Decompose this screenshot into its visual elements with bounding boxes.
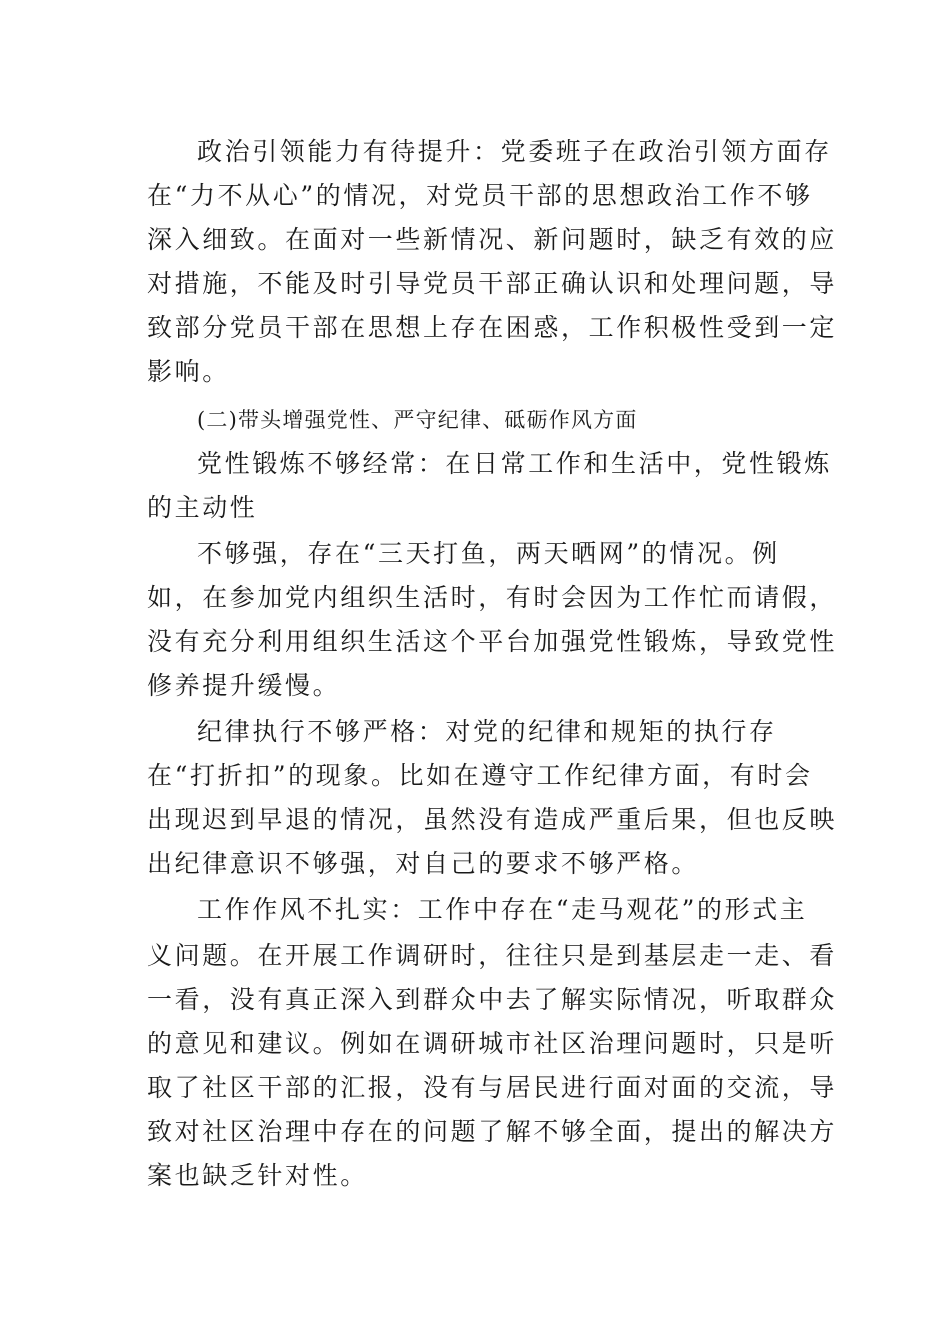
text-line: 修养提升缓慢。 [147,671,341,700]
text-line: 义问题。在开展工作调研时，往往只是到基层走一走、看 [147,941,838,970]
text-line: 的意见和建议。例如在调研城市社区治理问题时，只是听 [147,1029,838,1058]
text-line: 如，在参加党内组织生活时，有时会因为工作忙而请假， [147,583,838,612]
text-line: 不够强，存在“三天打鱼，两天晒网”的情况。例 [197,539,780,568]
text-line: 出纪律意识不够强，对自己的要求不够严格。 [147,849,700,878]
text-line: 纪律执行不够严格：对党的纪律和规矩的执行存 [197,717,777,746]
text-line: 在“打折扣”的现象。比如在遵守工作纪律方面，有时会 [147,761,813,790]
text-line: 工作作风不扎实：工作中存在“走马观花”的形式主 [197,895,808,924]
text-line: 党性锻炼不够经常：在日常工作和生活中，党性锻炼 [197,449,832,478]
text-line: 致部分党员干部在思想上存在困惑，工作积极性受到一定 [147,313,838,342]
text-line: 出现迟到早退的情况，虽然没有造成严重后果，但也反映 [147,805,838,834]
text-line: 在“力不从心”的情况，对党员干部的思想政治工作不够 [147,181,813,210]
text-line: 致对社区治理中存在的问题了解不够全面，提出的解决方 [147,1117,838,1146]
text-line: 没有充分利用组织生活这个平台加强党性锻炼，导致党性 [147,627,838,656]
text-line: 取了社区干部的汇报，没有与居民进行面对面的交流，导 [147,1073,838,1102]
text-line: 影响。 [147,357,230,386]
text-line: 一看，没有真正深入到群众中去了解实际情况，听取群众 [147,985,838,1014]
text-line: 的主动性 [147,493,258,522]
text-line: 案也缺乏针对性。 [147,1161,368,1190]
text-line: 深入细致。在面对一些新情况、新问题时，缺乏有效的应 [147,225,838,254]
section-heading: (二)带头增强党性、严守纪律、砥砺作风方面 [197,408,638,432]
text-line: 政治引领能力有待提升：党委班子在政治引领方面存 [197,137,832,166]
text-line: 对措施，不能及时引导党员干部正确认识和处理问题，导 [147,269,838,298]
